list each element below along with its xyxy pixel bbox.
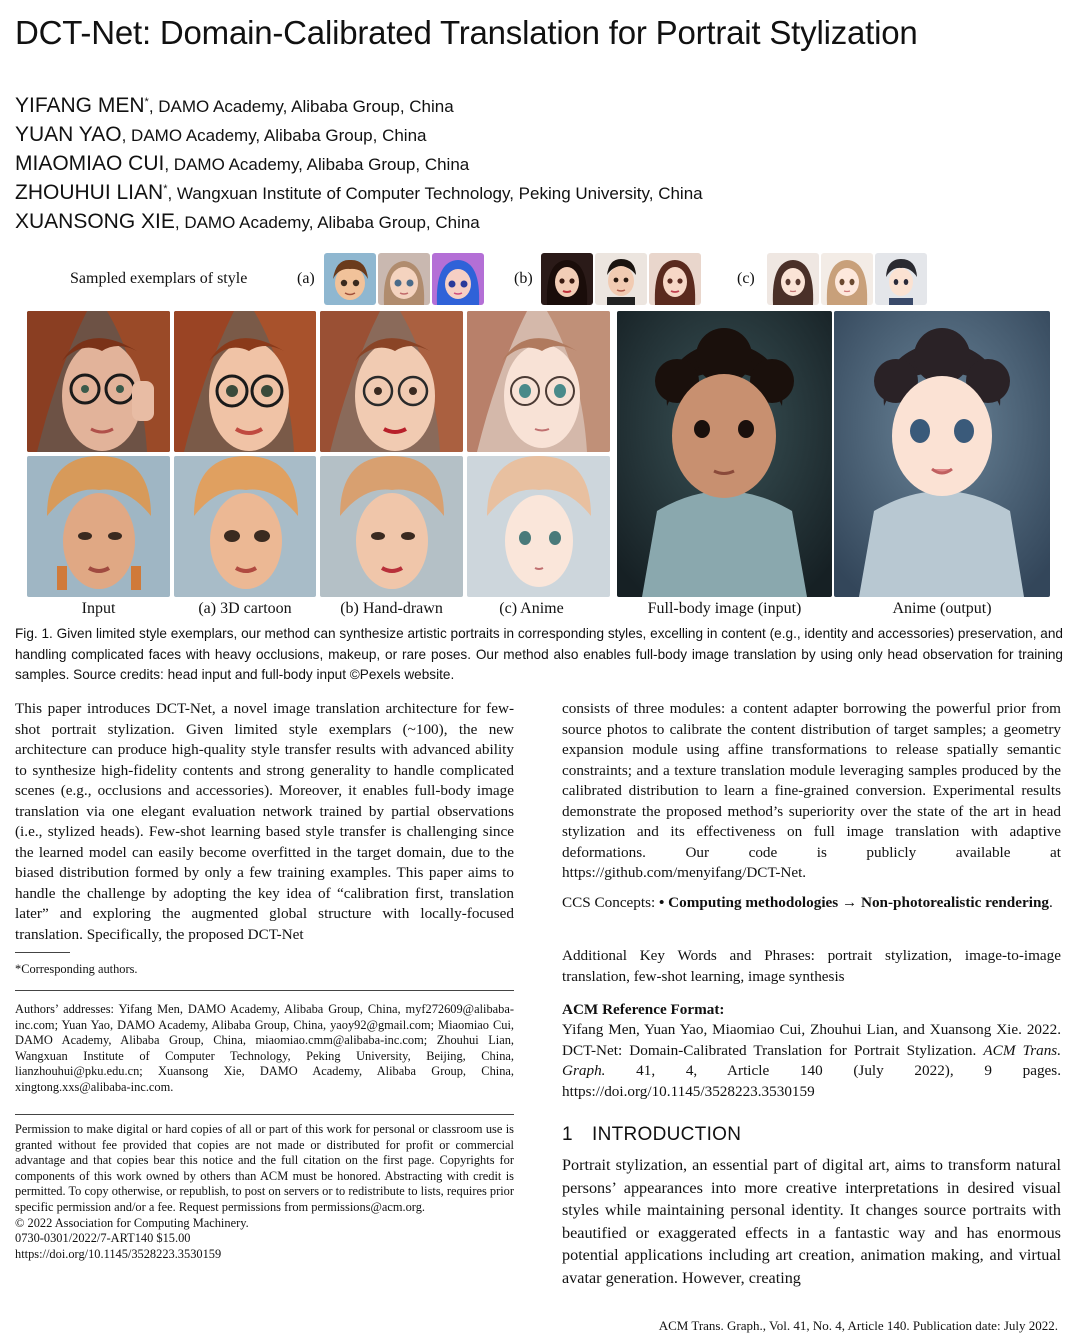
doi-line: https://doi.org/10.1145/3528223.3530159 bbox=[15, 1246, 222, 1261]
author-entry bbox=[15, 117, 703, 146]
acm-reference-journal: ACM Trans. Graph. bbox=[562, 1041, 1062, 1079]
column-label-anime: (c) Anime bbox=[499, 600, 564, 617]
stylized-3d-cartoon-glasses-woman bbox=[174, 311, 316, 452]
authors-addresses: Authors’ addresses: Yifang Men, DAMO Academy, Alibaba Group, China, myf272609@alibaba-inc.com; Yuan Yao, DAMO Academy, Alibaba Group, China, yaoy92@gmail.com; Miaomiao Cui, DAMO Academy, Alibaba Group, China, miaomiao.cmm@alibaba-inc.com; Zhouhui Lian, Wangxuan Institute of Computer Technology, Peking University, Beijing, China, lianzhouhui@pku.edu.cn; Xuansong Xie, DAMO Academy, Alibaba Group, China, xingtong.xxs@alibaba-inc.com. bbox=[15, 1002, 514, 1094]
ccs-bullet: • bbox=[659, 894, 669, 911]
author-entry bbox=[15, 146, 703, 175]
input-photo-turban-woman bbox=[27, 456, 170, 597]
author-name: YIFANG MEN bbox=[15, 94, 145, 117]
stylized-anime-glasses-woman bbox=[467, 311, 610, 452]
author-entry bbox=[15, 88, 703, 117]
permission-divider bbox=[15, 1114, 514, 1115]
keywords: Additional Key Words and Phrases: portrait stylization, image-to-image translation, few-shot learning, image synthesis bbox=[562, 947, 1061, 985]
column-label-input: Input bbox=[81, 600, 116, 617]
stylized-hand-drawn-glasses-woman bbox=[320, 311, 463, 452]
column-label-full-body-input: Full-body image (input) bbox=[647, 600, 802, 617]
exemplar-anime-girl-dark bbox=[767, 253, 819, 305]
author-name: ZHOUHUI LIAN bbox=[15, 181, 164, 204]
column-label-3d-cartoon: (a) 3D cartoon bbox=[198, 600, 292, 617]
acm-reference-heading: ACM Reference Format: bbox=[562, 1001, 725, 1018]
introduction-text: Portrait stylization, an essential part of digital art, aims to transform natural persons’ appearances into more creative interpretations in desired visual styles while maintaining personal identity. It changes source portraits with beautified or exaggerated effects in a fantastic way and has enormous potential applications including art creation, animation making, and virtual avatar generation. However, creating bbox=[562, 1156, 1061, 1287]
group-label-c: (c) bbox=[737, 270, 755, 287]
author-affiliation: , Wangxuan Institute of Computer Technology, Peking University, China bbox=[167, 184, 703, 203]
stylized-anime-turban-woman bbox=[467, 456, 610, 597]
author-name: YUAN YAO bbox=[15, 123, 122, 146]
copyright-line: © 2022 Association for Computing Machinery. bbox=[15, 1215, 249, 1230]
ccs-prefix: CCS Concepts: bbox=[562, 894, 660, 911]
full-body-anime-output-child bbox=[834, 311, 1050, 597]
group-label-b: (b) bbox=[514, 270, 533, 287]
exemplar-hand-drawn-girl bbox=[649, 253, 701, 305]
ccs-suffix: . bbox=[1049, 894, 1053, 911]
ccs-concept: Computing methodologies → Non-photorealistic rendering bbox=[668, 894, 1049, 911]
author-list bbox=[15, 88, 703, 233]
column-label-hand-drawn: (b) Hand-drawn bbox=[340, 600, 443, 617]
permission-notice: Permission to make digital or hard copies of all or part of this work for personal or classroom use is granted without fee provided that copies are not made or distributed for profit or commercial advantage and that copies bear this notice and the full citation on the first page. Copyrights for components of this work owned by others than ACM must be honored. Abstracting with credit is permitted. To copy otherwise, or republish, to post on servers or to redistribute to lists, requires prior specific permission and/or a fee. Request permissions from permissions@acm.org. bbox=[15, 1122, 514, 1214]
exemplar-anime-girl-light bbox=[821, 253, 873, 305]
abstract-right-column: consists of three modules: a content adapter borrowing the powerful prior from source photos to calibrate the content distribution of target samples; a geometry expansion module using affine transformations to release spatially semantic constraints; and a texture translation module leveraging samples produced by the calibrated distribution to learn a fine-grained conversion. Experimental results demonstrate the proposed method’s superiority over the state of the art in head stylization and its effectiveness on full image translation with adaptive deformations. Our code is publicly available at https://github.com/menyifang/DCT-Net. bbox=[562, 700, 1061, 881]
input-photo-glasses-woman bbox=[27, 311, 170, 452]
author-entry bbox=[15, 175, 703, 204]
footnote-divider bbox=[15, 952, 70, 953]
corresponding-mark: * bbox=[144, 96, 149, 108]
exemplar-anime-boy bbox=[875, 253, 927, 305]
paper-title: DCT-Net: Domain-Calibrated Translation for Portrait Stylization bbox=[15, 14, 918, 51]
ccs-concepts bbox=[562, 893, 1061, 914]
author-affiliation: , DAMO Academy, Alibaba Group, China bbox=[148, 97, 454, 116]
exemplar-label: Sampled exemplars of style bbox=[70, 270, 248, 287]
author-name: XUANSONG XIE bbox=[15, 210, 175, 233]
author-affiliation: , DAMO Academy, Alibaba Group, China bbox=[174, 213, 480, 232]
stylized-3d-cartoon-turban-woman bbox=[174, 456, 316, 597]
exemplar-hand-drawn-woman bbox=[541, 253, 593, 305]
column-label-anime-output: Anime (output) bbox=[892, 600, 992, 617]
stylized-hand-drawn-turban-woman bbox=[320, 456, 463, 597]
exemplar-3d-cartoon-blue-hair bbox=[432, 253, 484, 305]
page-footer: ACM Trans. Graph., Vol. 41, No. 4, Article 140. Publication date: July 2022. bbox=[658, 1318, 1058, 1333]
corresponding-mark: * bbox=[163, 183, 168, 195]
issn-line: 0730-0301/2022/7-ART140 $15.00 bbox=[15, 1231, 191, 1246]
exemplar-3d-cartoon-boy bbox=[324, 253, 376, 305]
addresses-divider bbox=[15, 990, 514, 991]
section-number: 1 bbox=[562, 1124, 573, 1145]
acm-reference-text bbox=[562, 1020, 1061, 1102]
permission-block bbox=[15, 1122, 514, 1262]
author-name: MIAOMIAO CUI bbox=[15, 152, 165, 175]
section-heading-introduction: INTRODUCTION bbox=[592, 1124, 742, 1145]
author-affiliation: , DAMO Academy, Alibaba Group, China bbox=[121, 126, 427, 145]
acm-reference-details: 41, 4, Article 140 (July 2022), 9 pages. https://doi.org/10.1145/3528223.3530159 bbox=[562, 1062, 1061, 1100]
group-label-a: (a) bbox=[297, 270, 315, 287]
figure-caption: Fig. 1. Given limited style exemplars, our method can synthesize artistic portraits in corresponding styles, excelling in content (e.g., identity and accessories) preservation, and handling complicated faces with heavy occlusions, makeup, or rare poses. Our method also enables full-body image translation by using only head observation for training samples. Source credits: head input and full-body input ©Pexels website. bbox=[15, 626, 1063, 682]
exemplar-hand-drawn-man bbox=[595, 253, 647, 305]
author-affiliation: , DAMO Academy, Alibaba Group, China bbox=[164, 155, 470, 174]
full-body-input-child-photo bbox=[617, 311, 832, 597]
exemplar-3d-cartoon-girl bbox=[378, 253, 430, 305]
author-entry bbox=[15, 204, 703, 233]
corresponding-authors-note: *Corresponding authors. bbox=[15, 962, 138, 976]
abstract-left-column: This paper introduces DCT-Net, a novel image translation architecture for few-shot portrait stylization. Given limited style exemplars (~100), the new architecture can produce high-quality style transfer results with advanced ability to synthesize high-fidelity contents and strong generality to handle complicated scenes (e.g., occlusions and accessories). Moreover, it enables full-body image translation via one elegant evaluation network trained by partial observations (i.e., stylized heads). Few-shot learning based style transfer is challenging since the learned model can easily become overfitted in the target domain, due to the biased distribution formed by only a few training examples. This paper aims to handle the challenge by adopting the key idea of “calibration first, translation later” and exploring the augmented global structure with locally-focused translation. Specifically, the proposed DCT-Net bbox=[15, 700, 514, 943]
acm-reference-citation: Yifang Men, Yuan Yao, Miaomiao Cui, Zhouhui Lian, and Xuansong Xie. 2022. DCT-Net: Domain-Calibrated Translation for Portrait Stylization. bbox=[562, 1021, 1061, 1059]
